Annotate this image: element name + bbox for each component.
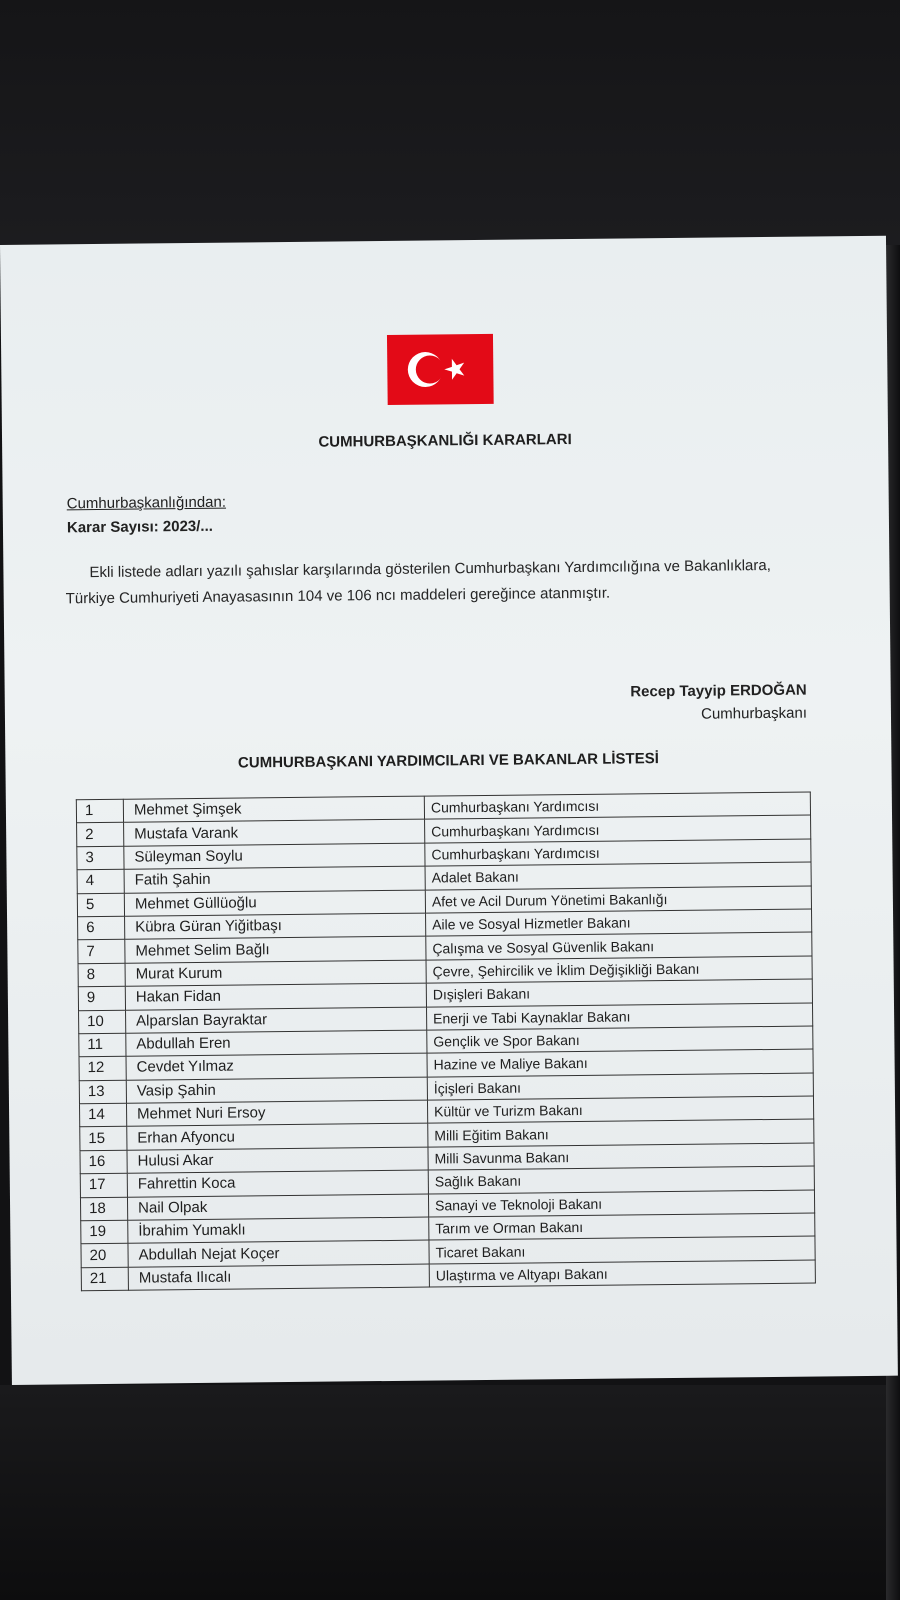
ministers-table: [76, 792, 816, 1292]
minister-post: Milli Savunma Bakanı: [428, 1143, 814, 1170]
minister-post: Sağlık Bakanı: [428, 1166, 814, 1193]
row-number: 3: [77, 846, 124, 870]
minister-post: Çevre, Şehircilik ve İklim Değişikliği Bakanı: [426, 956, 812, 983]
minister-name: Mehmet Şimşek: [123, 796, 424, 823]
row-number: 6: [78, 916, 125, 940]
decision-number: Karar Sayısı: 2023/...: [66, 517, 213, 537]
minister-name: Süleyman Soylu: [124, 843, 425, 870]
decision-body: Ekli listede adları yazılı şahıslar karşılarında gösterilen Cumhurbaşkanı Yardımcılığına ve Bakanlıklara, Türkiye Cumhuriyeti Anayasasının 104 ve 106 ncı maddeleri gereğince atanmıştır.: [65, 556, 771, 608]
minister-name: Mehmet Güllüoğlu: [124, 890, 425, 917]
dark-background-top: [0, 0, 900, 245]
row-number: 14: [79, 1103, 126, 1127]
minister-post: Milli Eğitim Bakanı: [428, 1119, 814, 1146]
minister-name: Mehmet Nuri Ersoy: [126, 1100, 427, 1127]
minister-name: Abdullah Nejat Koçer: [128, 1240, 429, 1267]
minister-name: Fahrettin Koca: [127, 1170, 428, 1197]
minister-post: Çalışma ve Sosyal Güvenlik Bakanı: [426, 932, 812, 959]
row-number: 15: [80, 1127, 127, 1151]
row-number: 9: [78, 986, 125, 1010]
row-number: 16: [80, 1150, 127, 1174]
minister-post: Cumhurbaşkanı Yardımcısı: [425, 839, 811, 866]
row-number: 8: [78, 963, 125, 987]
minister-name: Hulusi Akar: [127, 1147, 428, 1174]
row-number: 17: [80, 1173, 127, 1197]
minister-name: Fatih Şahin: [124, 866, 425, 893]
row-number: 4: [77, 869, 124, 893]
document-page: [0, 236, 898, 1385]
minister-post: Ticaret Bakanı: [429, 1236, 815, 1263]
minister-name: Mehmet Selim Bağlı: [125, 936, 426, 963]
minister-post: Aile ve Sosyal Hizmetler Bakanı: [426, 909, 812, 936]
row-number: 18: [80, 1197, 127, 1221]
minister-name: Vasip Şahin: [126, 1077, 427, 1104]
minister-post: Tarım ve Orman Bakanı: [429, 1213, 815, 1240]
minister-post: Cumhurbaşkanı Yardımcısı: [424, 792, 810, 819]
minister-post: Ulaştırma ve Altyapı Bakanı: [429, 1260, 815, 1287]
row-number: 20: [81, 1244, 128, 1268]
row-number: 13: [79, 1080, 126, 1104]
minister-post: Dışişleri Bakanı: [426, 979, 812, 1006]
minister-post: Kültür ve Turizm Bakanı: [427, 1096, 813, 1123]
row-number: 12: [79, 1057, 126, 1081]
minister-name: Murat Kurum: [125, 960, 426, 987]
minister-name: Mustafa Ilıcalı: [128, 1264, 429, 1291]
minister-name: Erhan Afyoncu: [127, 1124, 428, 1151]
minister-name: Mustafa Varank: [124, 819, 425, 846]
row-number: 10: [79, 1010, 126, 1034]
row-number: 5: [77, 893, 124, 917]
minister-post: Sanayi ve Teknoloji Bakanı: [428, 1190, 814, 1217]
minister-name: Nail Olpak: [127, 1194, 428, 1221]
minister-name: Alparslan Bayraktar: [126, 1007, 427, 1034]
minister-post: Afet ve Acil Durum Yönetimi Bakanlığı: [425, 886, 811, 913]
issuer-line: Cumhurbaşkanlığından:: [66, 493, 227, 513]
turkish-flag-icon: [387, 334, 494, 405]
row-number: 2: [77, 823, 124, 847]
row-number: 11: [79, 1033, 126, 1057]
signatory-name: Recep Tayyip ERDOĞAN: [630, 681, 807, 701]
minister-post: Gençlik ve Spor Bakanı: [427, 1026, 813, 1053]
minister-post: İçişleri Bakanı: [427, 1073, 813, 1100]
minister-name: Cevdet Yılmaz: [126, 1053, 427, 1080]
document-title: CUMHURBAŞKANLIĞI KARARLARI: [318, 431, 572, 451]
minister-name: Kübra Güran Yiğitbaşı: [125, 913, 426, 940]
list-title: CUMHURBAŞKANI YARDIMCILARI VE BAKANLAR LİSTESİ: [237, 750, 659, 772]
minister-name: İbrahim Yumaklı: [128, 1217, 429, 1244]
minister-post: Enerji ve Tabi Kaynaklar Bakanı: [426, 1003, 812, 1030]
minister-post: Hazine ve Maliye Bakanı: [427, 1049, 813, 1076]
row-number: 19: [81, 1220, 128, 1244]
minister-post: Cumhurbaşkanı Yardımcısı: [425, 815, 811, 842]
minister-name: Hakan Fidan: [125, 983, 426, 1010]
row-number: 21: [81, 1267, 128, 1291]
signatory-title: Cumhurbaşkanı: [700, 704, 808, 723]
minister-name: Abdullah Eren: [126, 1030, 427, 1057]
row-number: 1: [76, 799, 123, 823]
dark-background-bottom: [0, 1385, 900, 1600]
minister-post: Adalet Bakanı: [425, 862, 811, 889]
row-number: 7: [78, 940, 125, 964]
